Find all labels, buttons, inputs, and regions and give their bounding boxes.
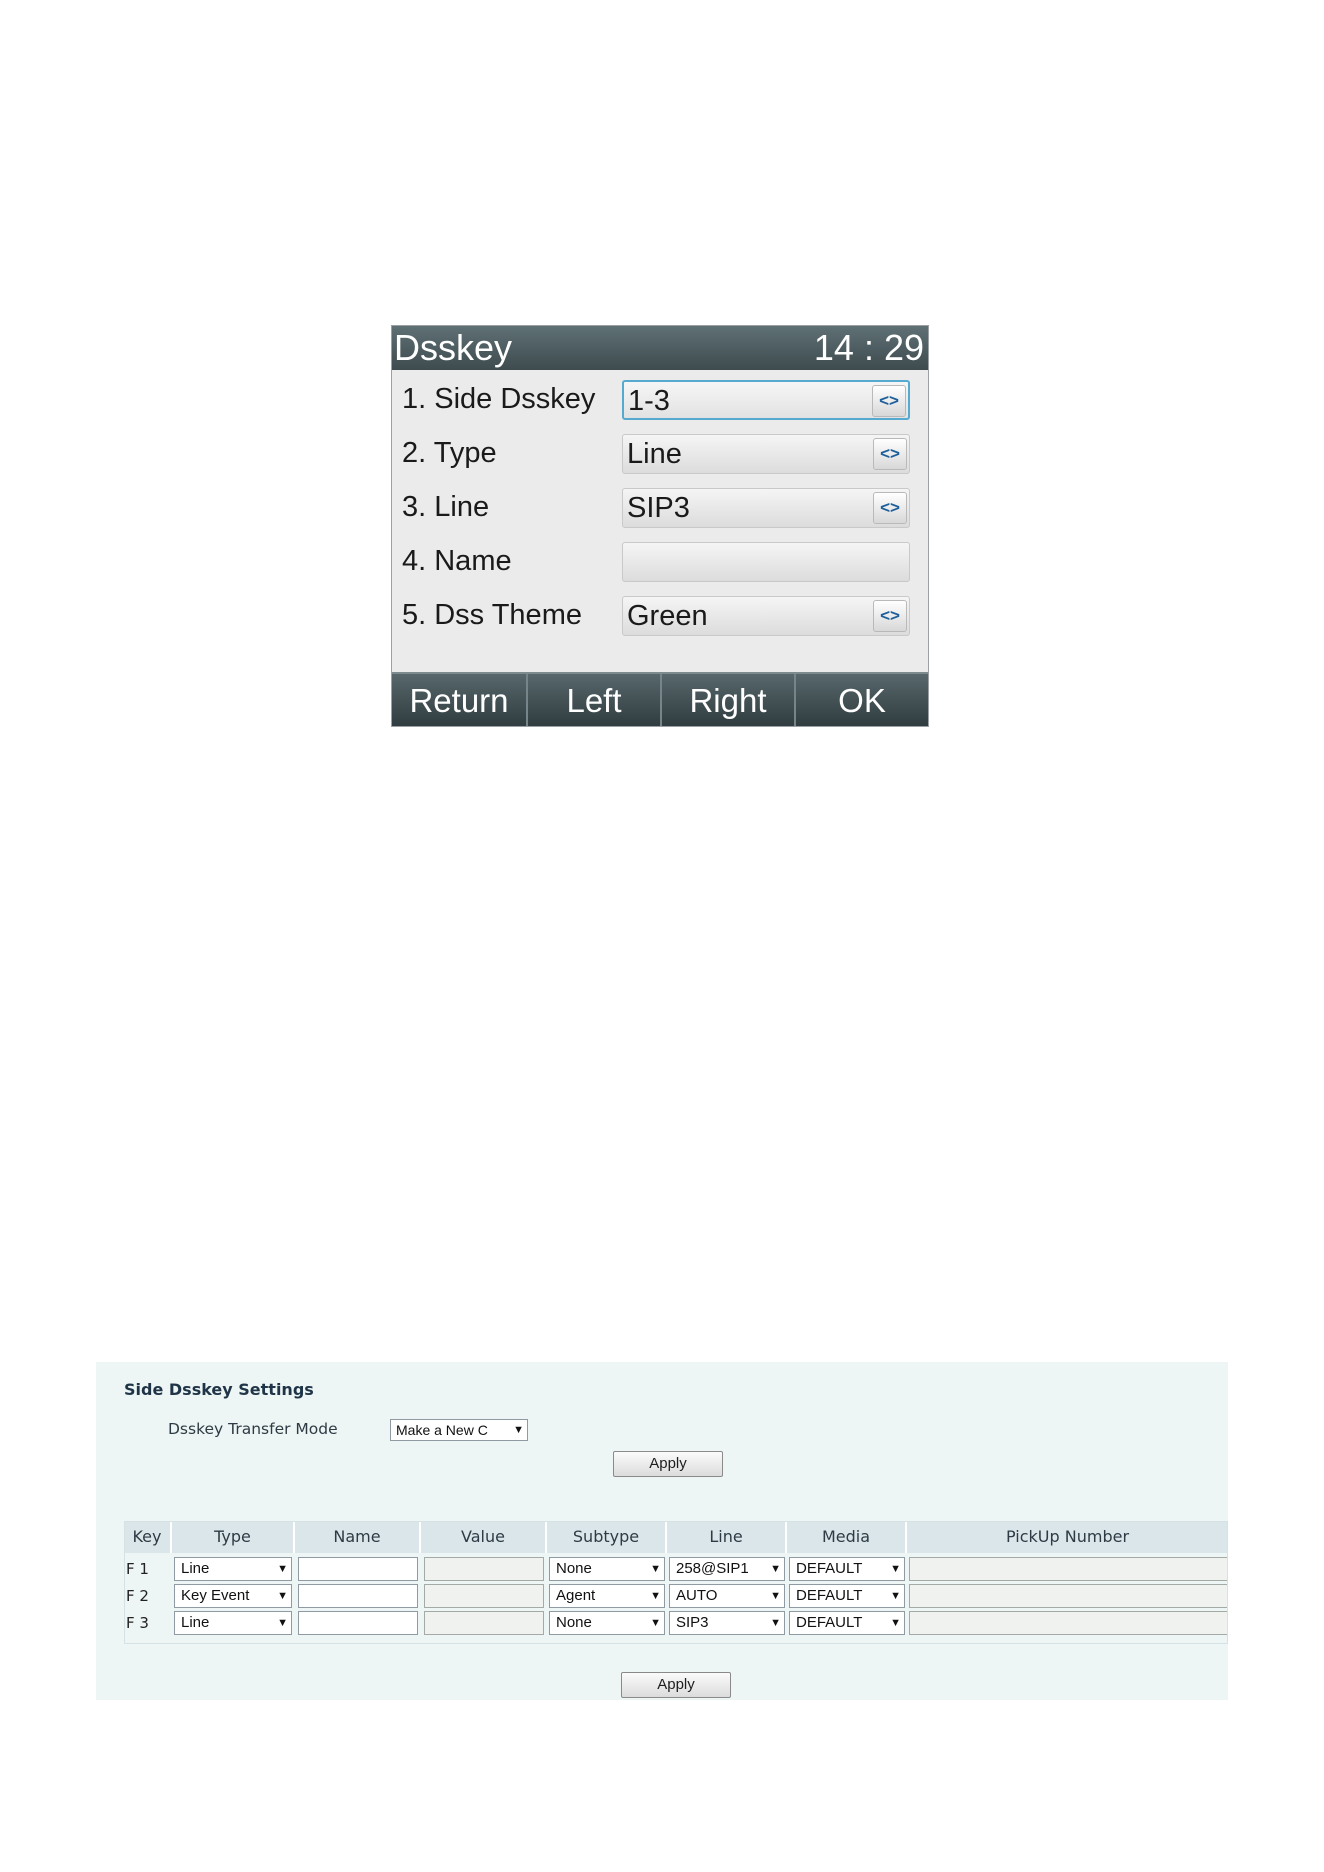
phone-screen [392,326,928,726]
type-select[interactable] [174,1557,292,1581]
softkey-return[interactable]: Return [409,682,509,719]
name-input[interactable] [298,1584,418,1608]
menu-item-type[interactable] [392,430,928,476]
subtype-select-value: None [556,1560,592,1577]
phone-clock: 14 : 29 [813,327,924,368]
media-select-value: DEFAULT [796,1614,863,1631]
type-select-value: Line [181,1560,210,1577]
softkey-right[interactable]: Right [660,674,794,726]
media-select-value: DEFAULT [796,1560,863,1577]
transfer-mode-label: Dsskey Transfer Mode [168,1420,338,1438]
subtype-select[interactable] [549,1584,665,1608]
dropdown-caret-icon: ▼ [768,1585,781,1607]
menu-item-label: 4. Name [402,545,512,577]
key-cell: F 1 [126,1560,149,1578]
value-input[interactable] [424,1584,544,1608]
line-field[interactable] [622,488,910,528]
column-header-value: Value [421,1521,547,1553]
subtype-select[interactable] [549,1611,665,1635]
media-select[interactable] [789,1557,905,1581]
media-select-value: DEFAULT [796,1587,863,1604]
dropdown-caret-icon: ▼ [648,1585,661,1607]
column-header-type: Type [172,1521,295,1553]
softkey-ok[interactable]: OK [794,674,928,726]
column-header-media: Media [787,1521,907,1553]
type-select[interactable] [174,1611,292,1635]
line-select-value: 258@SIP1 [676,1560,749,1577]
type-select-value: Line [181,1614,210,1631]
value-input[interactable] [424,1611,544,1635]
line-select[interactable] [669,1611,785,1635]
name-input[interactable] [298,1611,418,1635]
column-header-key: Key [124,1521,172,1553]
menu-item-label: 1. Side Dsskey [402,383,596,415]
subtype-select[interactable] [549,1557,665,1581]
dss-theme-value: Green [627,600,708,632]
phone-title: Dsskey [394,327,513,368]
menu-item-dss-theme[interactable] [392,592,928,638]
dropdown-caret-icon: ▼ [768,1612,781,1634]
name-input[interactable] [298,1557,418,1581]
dropdown-caret-icon: ▼ [888,1558,901,1580]
line-select-value: AUTO [676,1587,718,1604]
column-header-name: Name [295,1521,421,1553]
dropdown-caret-icon: ▼ [275,1612,288,1634]
pickup-number-input[interactable] [909,1557,1228,1581]
type-value: Line [627,438,682,470]
menu-item-line[interactable] [392,484,928,530]
table-row [124,1607,1228,1639]
switch-arrows-icon[interactable]: <> [873,600,907,632]
dropdown-caret-icon: ▼ [768,1558,781,1580]
column-header-subtype: Subtype [547,1521,667,1553]
dsskey-table [124,1521,1228,1644]
media-select[interactable] [789,1584,905,1608]
line-select-value: SIP3 [676,1614,709,1631]
softkey-left[interactable]: Left [526,674,660,726]
column-header-line: Line [667,1521,787,1553]
line-select[interactable] [669,1584,785,1608]
switch-arrows-icon[interactable]: <> [872,385,906,417]
transfer-mode-value: Make a New C [396,1422,488,1438]
type-select[interactable] [174,1584,292,1608]
dropdown-caret-icon: ▼ [648,1558,661,1580]
panel-title: Side Dsskey Settings [124,1380,314,1399]
subtype-select-value: Agent [556,1587,596,1604]
side-dsskey-settings-panel [96,1362,1228,1700]
subtype-select-value: None [556,1614,592,1631]
column-header-pickup-number: PickUp Number [907,1521,1228,1553]
transfer-mode-select[interactable] [390,1419,528,1441]
menu-item-label: 5. Dss Theme [402,599,582,631]
key-cell: F 2 [126,1587,149,1605]
key-cell: F 3 [126,1614,149,1632]
value-input[interactable] [424,1557,544,1581]
pickup-number-input[interactable] [909,1584,1228,1608]
dss-theme-field[interactable] [622,596,910,636]
line-value: SIP3 [627,492,690,524]
side-dsskey-value: 1-3 [628,385,670,417]
menu-item-label: 3. Line [402,491,490,523]
apply-button-bottom[interactable]: Apply [621,1672,731,1698]
type-field[interactable] [622,434,910,474]
switch-arrows-icon[interactable]: <> [873,438,907,470]
menu-item-name[interactable] [392,538,928,584]
dropdown-caret-icon: ▼ [888,1612,901,1634]
name-field[interactable] [622,542,910,582]
switch-arrows-icon[interactable]: <> [873,492,907,524]
type-select-value: Key Event [181,1587,250,1604]
phone-title-bar [392,326,928,370]
dropdown-caret-icon: ▼ [511,1420,524,1440]
apply-button-top[interactable]: Apply [613,1451,723,1477]
line-select[interactable] [669,1557,785,1581]
menu-item-label: 2. Type [402,437,497,469]
dropdown-caret-icon: ▼ [648,1612,661,1634]
dropdown-caret-icon: ▼ [275,1558,288,1580]
softkey-bar [392,672,928,726]
media-select[interactable] [789,1611,905,1635]
dropdown-caret-icon: ▼ [275,1585,288,1607]
menu-item-side-dsskey[interactable] [392,376,928,422]
dropdown-caret-icon: ▼ [888,1585,901,1607]
pickup-number-input[interactable] [909,1611,1228,1635]
side-dsskey-field[interactable] [622,380,910,420]
